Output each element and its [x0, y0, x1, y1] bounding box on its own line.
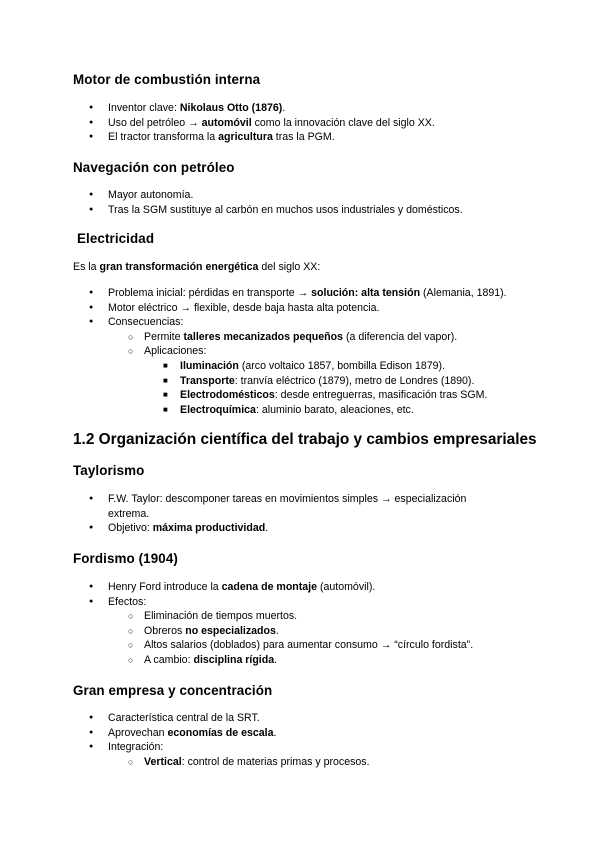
text: Aprovechan — [108, 726, 168, 739]
bold-text: gran transformación energética — [99, 261, 259, 273]
list-fordismo — [108, 580, 474, 668]
heading-gran-empresa: Gran empresa y concentración — [73, 683, 273, 698]
list-item — [144, 344, 543, 417]
list-item — [108, 740, 370, 769]
text: A cambio: — [144, 653, 194, 666]
text: Consecuencias: — [108, 316, 184, 329]
text: (Alemania, 1891). — [420, 287, 507, 299]
list-item — [144, 330, 543, 345]
list-item — [144, 624, 473, 639]
text: . — [282, 102, 286, 114]
bold-text: no especializados — [185, 624, 276, 637]
list-item: ● Característica central de la SRT. — [108, 711, 334, 726]
text: (automóvil). — [317, 581, 376, 593]
bold-text: economías de escala — [167, 726, 274, 739]
sublist-aplicaciones — [180, 359, 579, 417]
text: Es la — [73, 261, 100, 273]
sublist-efectos — [144, 609, 473, 667]
text: : tranvía eléctrico (1879), metro de Londres (1890). — [234, 374, 475, 387]
bold-text: máxima productividad — [152, 522, 266, 535]
intro-electricidad — [73, 261, 320, 273]
text: Objetivo: — [108, 522, 153, 535]
list-item — [180, 403, 579, 418]
text: El tractor transforma la — [108, 131, 219, 144]
list-item — [108, 101, 435, 116]
text: . — [274, 653, 278, 666]
text: Aplicaciones: — [144, 345, 207, 358]
list-gran-empresa — [108, 711, 370, 769]
list-item — [108, 726, 334, 741]
sublist-integracion — [144, 755, 370, 770]
text: Integración: — [108, 741, 164, 754]
list-item — [108, 116, 435, 131]
list-item: ○ Altos salarios (doblados) para aumentar consumo → “círculo fordista”. — [144, 638, 473, 653]
bold-text: Iluminación — [180, 359, 239, 372]
text: como la innovación clave del siglo XX. — [251, 116, 435, 129]
bold-text: disciplina rígida — [193, 653, 275, 666]
list-item — [180, 359, 579, 374]
list-item: ● Mayor autonomía. — [108, 188, 463, 203]
list-item — [180, 388, 579, 403]
text: del siglo XX: — [258, 261, 321, 273]
list-item: ● Tras la SGM sustituye al carbón en muchos usos industriales y domésticos. — [108, 203, 463, 218]
text: : control de materias primas y procesos. — [181, 755, 370, 768]
bold-text: automóvil — [201, 116, 252, 129]
bold-text: Electroquímica — [180, 403, 256, 416]
list-item — [108, 315, 507, 417]
bold-text: cadena de montaje — [221, 581, 318, 593]
text: Obreros — [144, 624, 186, 637]
text: Permite — [144, 330, 184, 343]
text: . — [275, 624, 279, 637]
heading-navegacion: Navegación con petróleo — [73, 160, 235, 175]
heading-motor-combustion: Motor de combustión interna — [73, 72, 261, 87]
heading-fordismo: Fordismo (1904) — [73, 551, 178, 566]
list-item — [108, 130, 435, 145]
sublist-consecuencias — [144, 330, 543, 418]
text: Efectos: — [108, 595, 147, 608]
list-item — [108, 580, 437, 595]
text: Problema inicial: pérdidas en transporte → — [108, 287, 312, 299]
section-heading-1-2: 1.2 Organización científica del trabajo y cambios empresariales — [73, 431, 537, 448]
bold-text: Vertical — [144, 755, 182, 768]
list-item — [108, 286, 507, 301]
list-item: ● Motor eléctrico → flexible, desde baja hasta alta potencia. — [108, 301, 507, 316]
text: Inventor clave: — [108, 102, 180, 114]
text: Henry Ford introduce la — [108, 581, 222, 593]
list-item — [108, 595, 474, 668]
bold-text: Transporte — [180, 374, 235, 387]
list-item — [180, 374, 579, 389]
bold-text: agricultura — [218, 131, 273, 144]
list-electricidad — [108, 286, 507, 417]
list-motor — [108, 101, 435, 145]
heading-taylorismo: Taylorismo — [73, 463, 145, 478]
list-item — [144, 755, 370, 770]
text: : aluminio barato, aleaciones, etc. — [255, 403, 414, 416]
text: . — [265, 522, 269, 535]
text: (arco voltaico 1857, bombilla Edison 1879). — [238, 359, 445, 372]
list-navegacion — [108, 188, 463, 217]
list-item — [144, 653, 473, 668]
text: . — [273, 726, 277, 739]
bold-text: solución: alta tensión — [311, 287, 421, 299]
text: : desde entreguerras, masificación tras SGM. — [274, 389, 488, 402]
heading-electricidad: Electricidad — [77, 231, 155, 246]
bold-text: Electrodomésticos — [180, 389, 275, 402]
list-item: ○ Eliminación de tiempos muertos. — [144, 609, 473, 624]
list-taylorismo — [108, 492, 508, 536]
list-item: ● F.W. Taylor: descomponer tareas en movimientos simples → especialización extrema. — [108, 492, 508, 521]
bold-text: talleres mecanizados pequeños — [183, 330, 344, 343]
text: tras la PGM. — [272, 131, 335, 144]
list-item — [108, 521, 508, 536]
text: (a diferencia del vapor). — [343, 330, 458, 343]
bold-text: Nikolaus Otto (1876) — [179, 102, 283, 114]
text: Uso del petróleo → — [108, 116, 202, 129]
